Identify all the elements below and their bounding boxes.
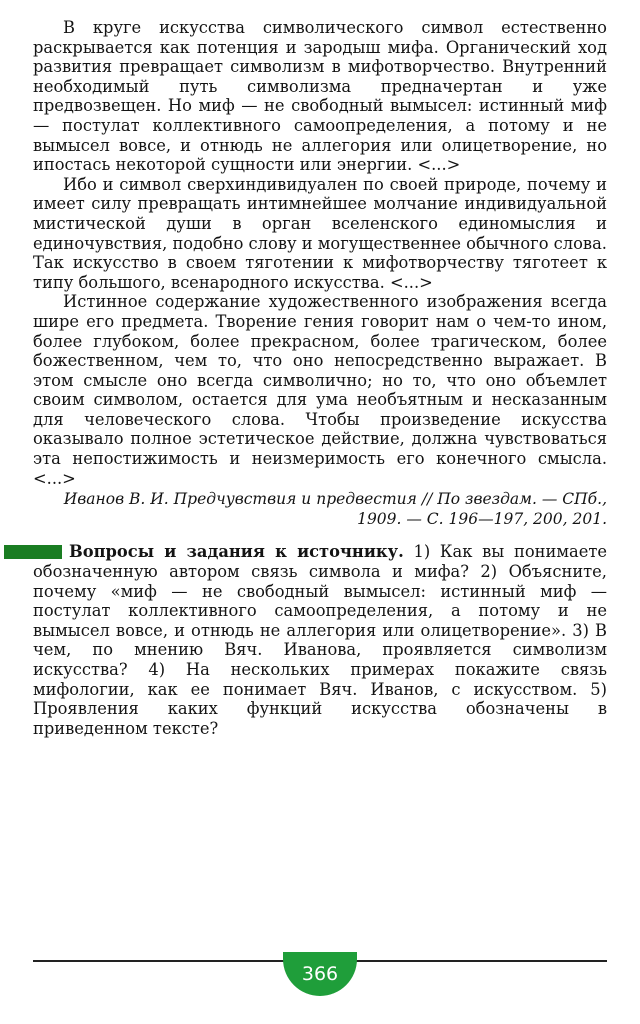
- body-paragraph-3: Истинное содержание художественного изображения всегда шире его предмета. Творение гения говорит нам о чем-то ином, более глубоком, более прекрасном, более трагическом, более божественном, чем то, что оно непосредственно выражает. В этом смысле оно всегда символично; но то, что оно объемлет своим символом, остается для ума необъятным и несказанным для человеческого слова. Чтобы произведение искусства оказывало полное эстетическое действие, должна чувствоваться эта непостижимость и неизмеримость его конечного смысла. <...>: [33, 292, 607, 488]
- questions-heading: Вопросы и задания к источнику.: [69, 542, 404, 562]
- body-paragraph-2: Ибо и символ сверхиндивидуален по своей природе, почему и имеет силу превращать интимнейшее молчание индивидуальной мистической души в орган вселенского единомыслия и единочувствия, подобно слову и могущественнее обычного слова. Так искусство в своем тяготении к мифотворчеству тяготеет к типу большого, всенародного искусства. <...>: [33, 174, 607, 292]
- source-citation: Иванов В. И. Предчувствия и предвестия // По звездам. — СПб., 1909. — С. 196—197, 200, 201.: [63, 490, 607, 528]
- questions-block: [33, 542, 607, 738]
- questions-text: 1) Как вы понимаете обозначенную автором связь символа и мифа? 2) Объясните, почему «миф — не свободный вымысел: истинный миф — постулат коллективного самоопределения, а потому и не вымысел вовсе, и отнюдь не аллегория или олицетворение». 3) В чем, по мнению Вяч. Иванова, проявляется символизм искусства? 4) На нескольких примерах покажите связь мифологии, как ее понимает Вяч. Иванов, с искусством. 5) Проявления каких функций искусства обозначены в приведенном тексте?: [33, 542, 607, 738]
- section-marker-icon: [4, 545, 62, 559]
- page-number: 366: [301, 963, 339, 985]
- body-paragraph-1: В круге искусства символического символ естественно раскрывается как потенция и зародыш мифа. Органический ход развития превращает символизм в мифотворчество. Внутренний необходимый путь символизма предначертан и уже предвозвещен. Но миф — не свободный вымысел: истинный миф — постулат коллективного самоопределения, а потому и не вымысел вовсе, и отнюдь не аллегория или олицетворение, но ипостась некоторой сущности или энергии. <...>: [33, 18, 607, 175]
- page-content: [33, 18, 607, 738]
- page-number-badge: [283, 952, 357, 996]
